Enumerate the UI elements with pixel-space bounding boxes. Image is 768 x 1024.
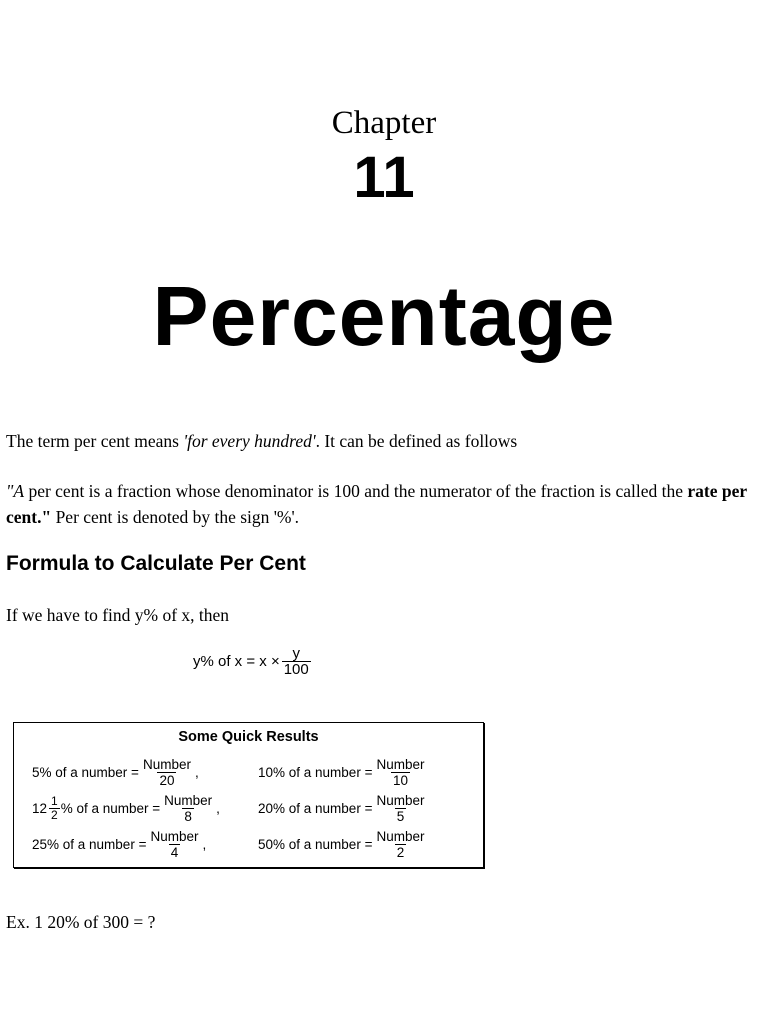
example-text: Ex. 1 20% of 300 = ? [6, 912, 156, 932]
quick-result-left-2: 12 $\frac{1}{2}$ % of a number = $\frac{\text{Number}}{8}$ , [32, 793, 220, 824]
section-intro: If we have to find y% of x, then [6, 605, 230, 625]
mixed-number: 12 $\frac{1}{2}$ [32, 794, 58, 822]
formula-numerator: y [292, 645, 300, 662]
percent-formula [193, 646, 313, 677]
section-heading: Formula to Calculate Per Cent [6, 552, 306, 575]
quick-results-title: Some Quick Results [178, 729, 319, 745]
chapter-label: Chapter [331, 105, 437, 141]
quick-result-left-3: 25% of a number = $\frac{\text{Number}}{4}$ , [32, 829, 207, 860]
quick-result-right-2: 20% of a number = $\frac{\text{Number}}{5}$ [258, 793, 425, 824]
chapter-title: Percentage [152, 269, 616, 363]
chapter-number: 11 [353, 145, 415, 210]
intro-paragraph: The term per cent means 'for every hundred'. It can be defined as follows [6, 431, 518, 451]
formula-denominator: 100 [283, 661, 309, 678]
quick-result-right-3: 50% of a number = $\frac{\text{Number}}{2}$ [258, 829, 425, 860]
quick-result-right-1: 10% of a number = $\frac{\text{Number}}{10}$ [258, 757, 425, 788]
definition-paragraph: "A per cent is a fraction whose denominator is 100 and the numerator of the fraction is called the rate per cent." Per cent is denoted by the sign '%'. [6, 481, 747, 527]
quick-result-left-1: 5% of a number = $\frac{\text{Number}}{20}$ , [32, 757, 199, 788]
formula-fraction [282, 646, 311, 677]
formula-lhs: y% of x = x × [193, 653, 280, 670]
quick-results-box [13, 722, 484, 868]
